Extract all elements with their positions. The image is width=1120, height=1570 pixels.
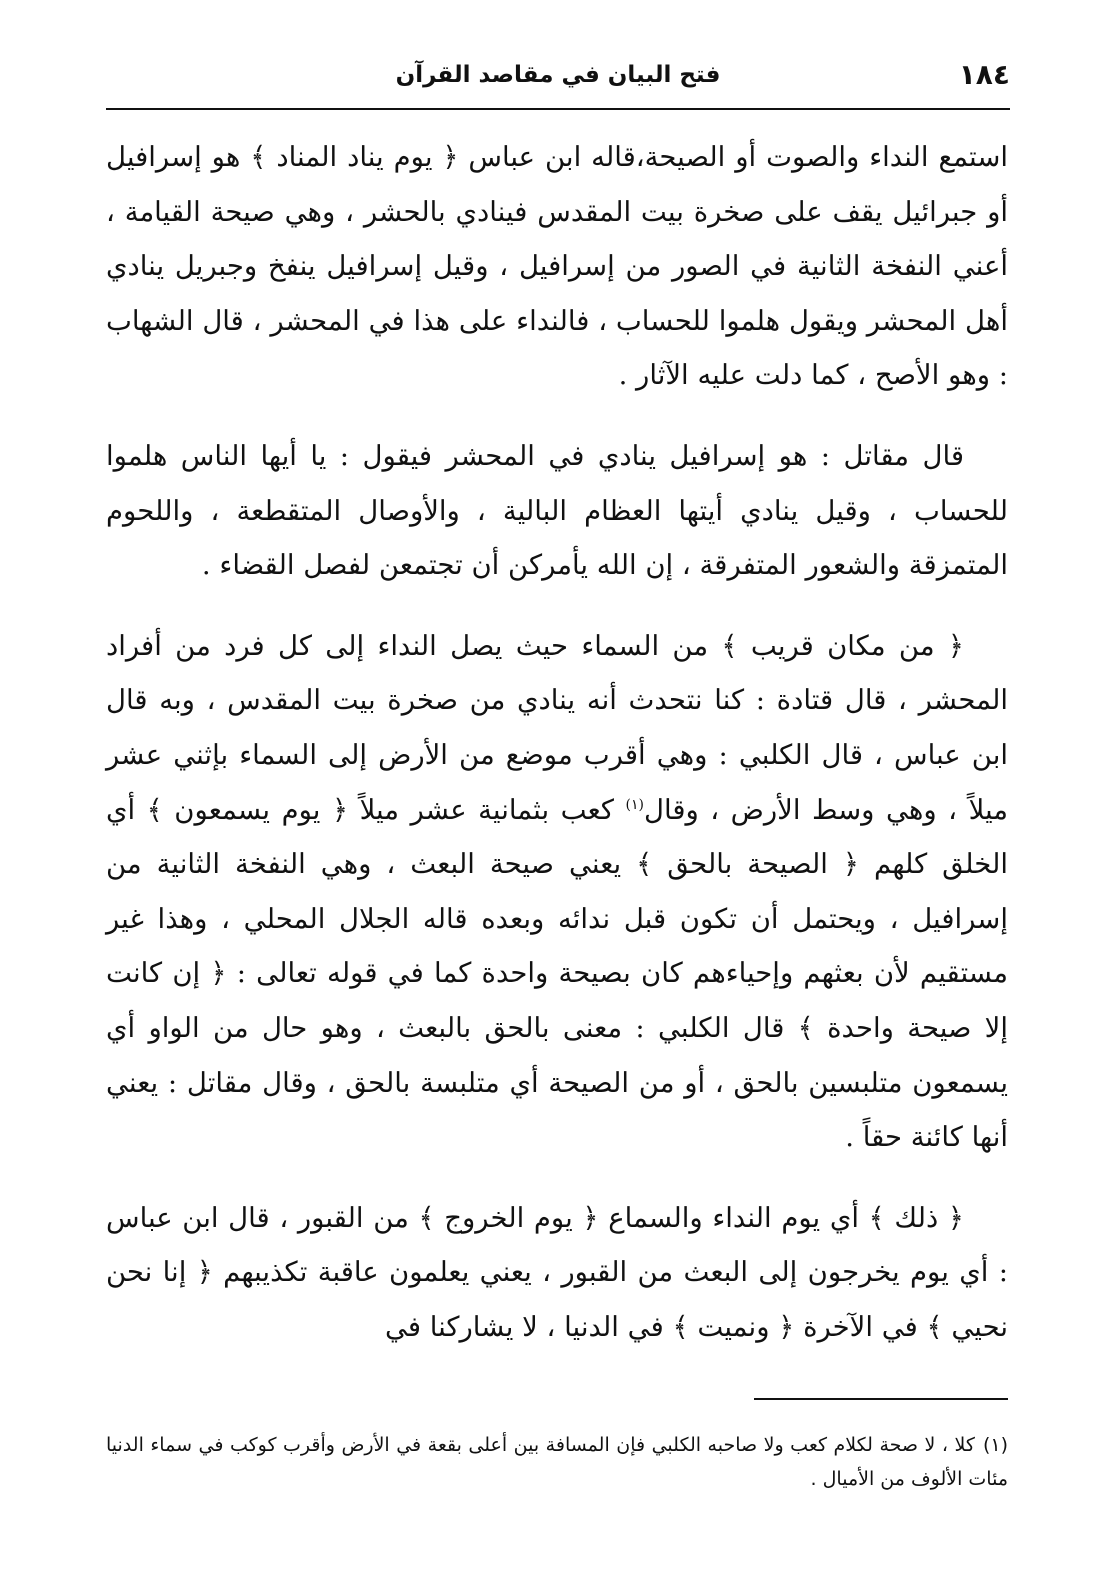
- footnote-separator: [754, 1398, 1008, 1400]
- footnote-number: (١): [982, 1434, 1008, 1456]
- main-text: [106, 130, 1008, 1380]
- paragraph-3-part-2: كعب بثمانية عشر ميلاً ﴿ يوم يسمعون ﴾ أي الخلق كلهم ﴿ الصيحة بالحق ﴾ يعني صيحة البعث ، وهي النفخة الثانية من إسرافيل ، ويحتمل أن تكون قبل ندائه وبعده قاله الجلال المحلي ، وهذا غير مستقيم لأن بعثهم وإحياءهم كان بصيحة واحدة كما في قوله تعالى : ﴿ إن كانت إلا صيحة واحدة ﴾ قال الكلبي : معنى بالحق بالبعث ، وهو حال من الواو أي يسمعون متلبسين بالحق ، أو من الصيحة أي متلبسة بالحق ، وقال مقاتل : يعني أنها كائنة حقاً .: [106, 793, 1008, 1154]
- paragraph-3-part-1: ﴿ من مكان قريب ﴾ من السماء حيث يصل النداء إلى كل فرد من أفراد المحشر ، قال قتادة : كنا نتحدث أنه ينادي من صخرة بيت المقدس ، وبه قال ابن عباس ، قال الكلبي : وهي أقرب موضع من الأرض إلى السماء بإثني عشر ميلاً ، وهي وسط الأرض ، وقال: [106, 629, 1009, 826]
- paragraph-2: قال مقاتل : هو إسرافيل ينادي في المحشر فيقول : يا أيها الناس هلموا للحساب ، وقيل ينادي أيتها العظام البالية ، والأوصال المتقطعة ، واللحوم المتمزقة والشعور المتفرقة ، إن الله يأمركن أن تجتمعن لفصل القضاء .: [106, 439, 1008, 582]
- paragraph-4: ﴿ ذلك ﴾ أي يوم النداء والسماع ﴿ يوم الخروج ﴾ من القبور ، قال ابن عباس : أي يوم يخرجون إلى البعث من القبور ، يعني يعلمون عاقبة تكذيبهم ﴿ إنا نحن نحيي ﴾ في الآخرة ﴿ ونميت ﴾ في الدنيا ، لا يشاركنا في: [106, 1201, 1008, 1343]
- footnote-text: كلا ، لا صحة لكلام كعب ولا صاحبه الكلبي فإن المسافة بين أعلى بقعة في الأرض وأقرب كوكب في سماء الدنيا مئات الألوف من الأميال .: [106, 1434, 1008, 1490]
- paragraph-1: استمع النداء والصوت أو الصيحة،قاله ابن عباس ﴿ يوم يناد المناد ﴾ هو إسرافيل أو جبرائيل يقف على صخرة بيت المقدس فينادي بالحشر ، وهي صيحة القيامة ، أعني النفخة الثانية في الصور من إسرافيل ، وقيل إسرافيل ينفخ وجبريل ينادي أهل المحشر ويقول هلموا للحساب ، فالنداء على هذا في المحشر ، قال الشهاب : وهو الأصح ، كما دلت عليه الآثار .: [106, 141, 1008, 392]
- footnote-reference-marker[interactable]: (١): [625, 796, 644, 813]
- paragraph-3: [106, 619, 1008, 1165]
- footnote: [106, 1428, 1008, 1496]
- page-header: [106, 52, 1010, 110]
- page-number: ١٨٤: [958, 58, 1010, 91]
- running-title: فتح البيان في مقاصد القرآن: [395, 62, 721, 88]
